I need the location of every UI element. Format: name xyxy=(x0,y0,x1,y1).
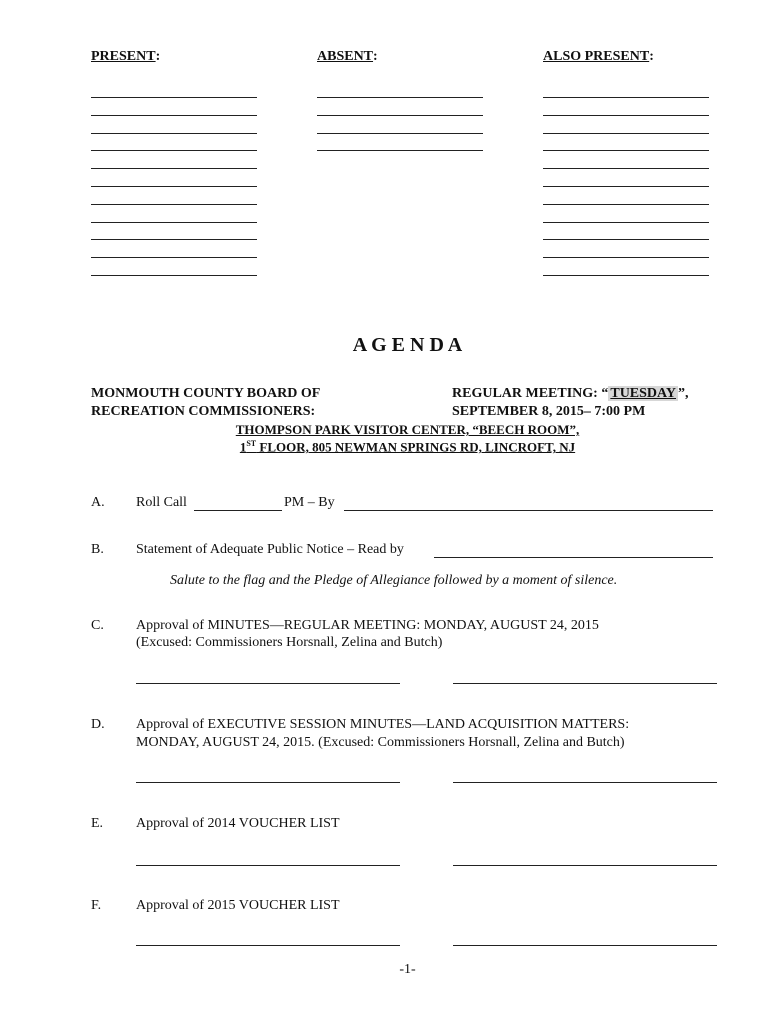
item-c-second-blank[interactable] xyxy=(453,683,717,684)
absent-blank-line[interactable] xyxy=(317,133,483,134)
item-d-letter: D. xyxy=(91,717,105,732)
item-f-letter: F. xyxy=(91,898,102,913)
present-blank-line[interactable] xyxy=(91,97,257,98)
also-present-blank-line[interactable] xyxy=(543,204,709,205)
absent-blank-line[interactable] xyxy=(317,97,483,98)
also-present-blank-line[interactable] xyxy=(543,115,709,116)
also-present-heading: ALSO PRESENT: xyxy=(543,49,654,64)
present-blank-line[interactable] xyxy=(91,186,257,187)
item-c-line1: Approval of MINUTES—REGULAR MEETING: MONDAY, AUGUST 24, 2015 xyxy=(136,618,599,633)
present-blank-line[interactable] xyxy=(91,115,257,116)
also-present-blank-line[interactable] xyxy=(543,239,709,240)
present-blank-line[interactable] xyxy=(91,222,257,223)
also-present-blank-line[interactable] xyxy=(543,275,709,276)
location-line1: THOMPSON PARK VISITOR CENTER, “BEECH ROOM”, xyxy=(235,422,580,437)
also-present-blank-line[interactable] xyxy=(543,97,709,98)
absent-blank-line[interactable] xyxy=(317,150,483,151)
item-e-letter: E. xyxy=(91,816,104,831)
present-blank-line[interactable] xyxy=(91,168,257,169)
item-a-roll-call-label: Roll Call xyxy=(136,495,187,510)
present-blank-line[interactable] xyxy=(91,133,257,134)
item-c-line2: (Excused: Commissioners Horsnall, Zelina and Butch) xyxy=(136,635,443,650)
item-d-line2: MONDAY, AUGUST 24, 2015. (Excused: Commissioners Horsnall, Zelina and Butch) xyxy=(136,735,625,750)
item-c-motion-blank[interactable] xyxy=(136,683,400,684)
roll-call-time-blank[interactable] xyxy=(194,510,282,511)
notice-read-by-blank[interactable] xyxy=(434,557,713,558)
agenda-title: A G E N D A xyxy=(352,334,463,356)
salute-statement: Salute to the flag and the Pledge of Allegiance followed by a moment of silence. xyxy=(170,573,618,588)
roll-call-by-blank[interactable] xyxy=(344,510,713,511)
meeting-day: TUESDAY xyxy=(610,386,676,401)
meeting-type: REGULAR MEETING: “ TUESDAY ”, xyxy=(452,386,689,401)
item-e-text: Approval of 2014 VOUCHER LIST xyxy=(136,816,340,831)
item-b-letter: B. xyxy=(91,542,104,557)
item-e-motion-blank[interactable] xyxy=(136,865,400,866)
item-e-second-blank[interactable] xyxy=(453,865,717,866)
present-blank-line[interactable] xyxy=(91,257,257,258)
page-number: -1- xyxy=(399,962,416,977)
present-heading: PRESENT: xyxy=(91,49,161,64)
item-d-motion-blank[interactable] xyxy=(136,782,400,783)
also-present-blank-line[interactable] xyxy=(543,222,709,223)
location-line2: 1ST FLOOR, 805 NEWMAN SPRINGS RD, LINCROFT, NJ xyxy=(239,439,576,455)
board-name-line1: MONMOUTH COUNTY BOARD OF xyxy=(91,386,321,401)
present-blank-line[interactable] xyxy=(91,204,257,205)
item-c-letter: C. xyxy=(91,618,104,633)
item-a-letter: A. xyxy=(91,495,105,510)
item-f-second-blank[interactable] xyxy=(453,945,717,946)
item-f-motion-blank[interactable] xyxy=(136,945,400,946)
item-f-text: Approval of 2015 VOUCHER LIST xyxy=(136,898,340,913)
meeting-date-time: SEPTEMBER 8, 2015– 7:00 PM xyxy=(452,404,646,419)
item-b-text: Statement of Adequate Public Notice – Read by xyxy=(136,542,404,557)
also-present-blank-line[interactable] xyxy=(543,168,709,169)
absent-heading: ABSENT: xyxy=(317,49,378,64)
also-present-blank-line[interactable] xyxy=(543,186,709,187)
present-blank-line[interactable] xyxy=(91,275,257,276)
also-present-blank-line[interactable] xyxy=(543,133,709,134)
absent-blank-line[interactable] xyxy=(317,115,483,116)
item-a-by-label: PM – By xyxy=(284,495,335,510)
board-name-line2: RECREATION COMMISSIONERS: xyxy=(91,404,316,419)
also-present-blank-line[interactable] xyxy=(543,257,709,258)
present-blank-line[interactable] xyxy=(91,150,257,151)
item-d-line1: Approval of EXECUTIVE SESSION MINUTES—LAND ACQUISITION MATTERS: xyxy=(136,717,630,732)
present-blank-line[interactable] xyxy=(91,239,257,240)
item-d-second-blank[interactable] xyxy=(453,782,717,783)
also-present-blank-line[interactable] xyxy=(543,150,709,151)
